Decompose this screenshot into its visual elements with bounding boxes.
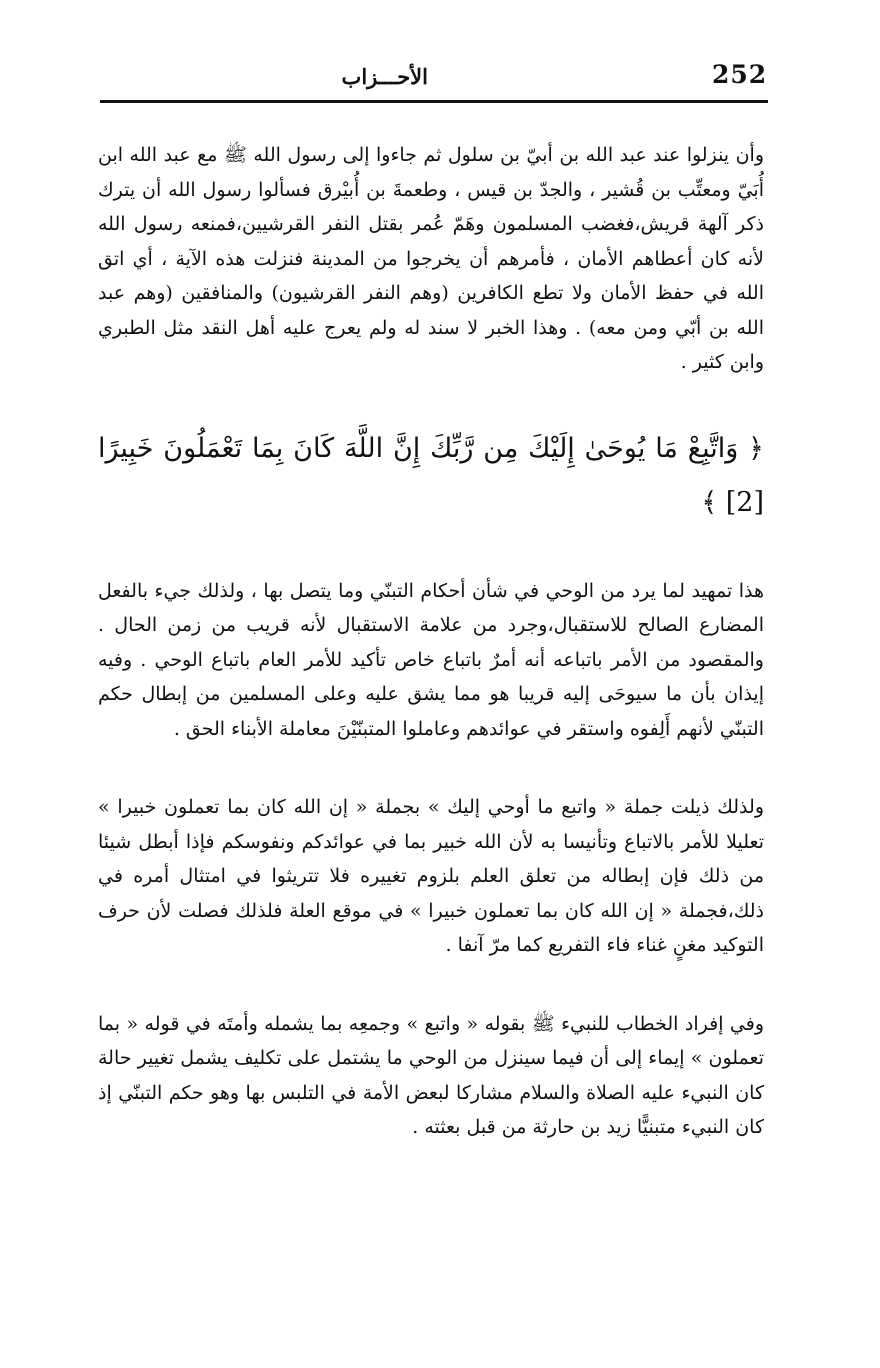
page-body [98,138,764,1145]
spacer [98,746,764,790]
quran-verse: ﴿ وَاتَّبِعْ مَا يُوحَىٰ إِلَيْكَ مِن رَّبِّكَ إِنَّ اللَّهَ كَانَ بِمَا تَعْمَلُونَ خَبِيرًا [2] ﴾ [98,432,764,518]
running-title: الأحـــزاب [341,64,428,89]
page-number: 252 [712,60,768,89]
paragraph-3: ولذلك ذيلت جملة « واتبع ما أوحي إليك » بجملة « إن الله كان بما تعملون خبيرا » تعليلا للأمر بالاتباع وتأنيسا به لأن الله خبير بما في عوائدكم ونفوسكم فإذا أبطل شيئا من ذلك فإن إبطاله من تعلق العلم بلزوم تغييره فلا تتريثوا في امتثال أمره في ذلك،فجملة « إن الله كان بما تعملون خبيرا » في موقع العلة فلذلك فصلت لأن حرف التوكيد مغنٍ غناء فاء التفريع كما مرّ آنفا . [98,796,764,956]
spacer [98,530,764,574]
spacer [98,963,764,1007]
page-header [100,56,768,103]
paragraph-2: هذا تمهيد لما يرد من الوحي في شأن أحكام التبنّي وما يتصل بها ، ولذلك جيء بالفعل المضارع الصالح للاستقبال،وجرد من علامة الاستقبال لأنه قريب من زمن الحال . والمقصود من الأمر باتباعه أنه أمرٌ باتباع خاص تأكيد للأمر العام باتباع الوحي . وفيه إيذان بأن ما سيوحَى إليه قريبا هو مما يشق عليه وعلى المسلمين من إبطال حكم التبنّي لأنهم أَلِفوه واستقر في عوائدهم وعاملوا المتبنّيْنَ معاملة الأبناء الحق . [98,579,764,740]
paragraph-4: وفي إفراد الخطاب للنبيء ﷺ بقوله « واتبع » وجمعِه بما يشمله وأمتَه في قوله « بما تعملون » إيماء إلى أن فيما سينزل من الوحي ما يشتمل على تكليف يشمل تغيير حالة كان النبيء عليه الصلاة والسلام مشاركا لبعض الأمة في التلبس بها وهو حكم التبنّي إذ كان النبيء متبنيًّا زيد بن حارثة من قبل بعثته . [98,1012,764,1138]
paragraph-1: وأن ينزلوا عند عبد الله بن أبيّ بن سلول ثم جاءوا إلى رسول الله ﷺ مع عبد الله ابن أُبَيّ ومعتِّب بن قُشير ، والجدّ بن قيس ، وطعمةَ بن أُبيْرق فسألوا رسول الله أن يترك ذكر آلهة قريش،فغضب المسلمون وهَمّ عُمر بقتل النفر القرشيين،فمنعه رسول الله لأنه كان أعطاهم الأمان ، فأمرهم أن يخرجوا من المدينة فنزلت هذه الآية ، أي اتق الله في حفظ الأمان ولا تطع الكافرين (وهم النفر القرشيون) والمنافقين (وهم عبد الله بن أبّي ومن معه) . وهذا الخبر لا سند له ولم يعرج عليه أهل النقد مثل الطبري وابن كثير . [98,144,764,373]
